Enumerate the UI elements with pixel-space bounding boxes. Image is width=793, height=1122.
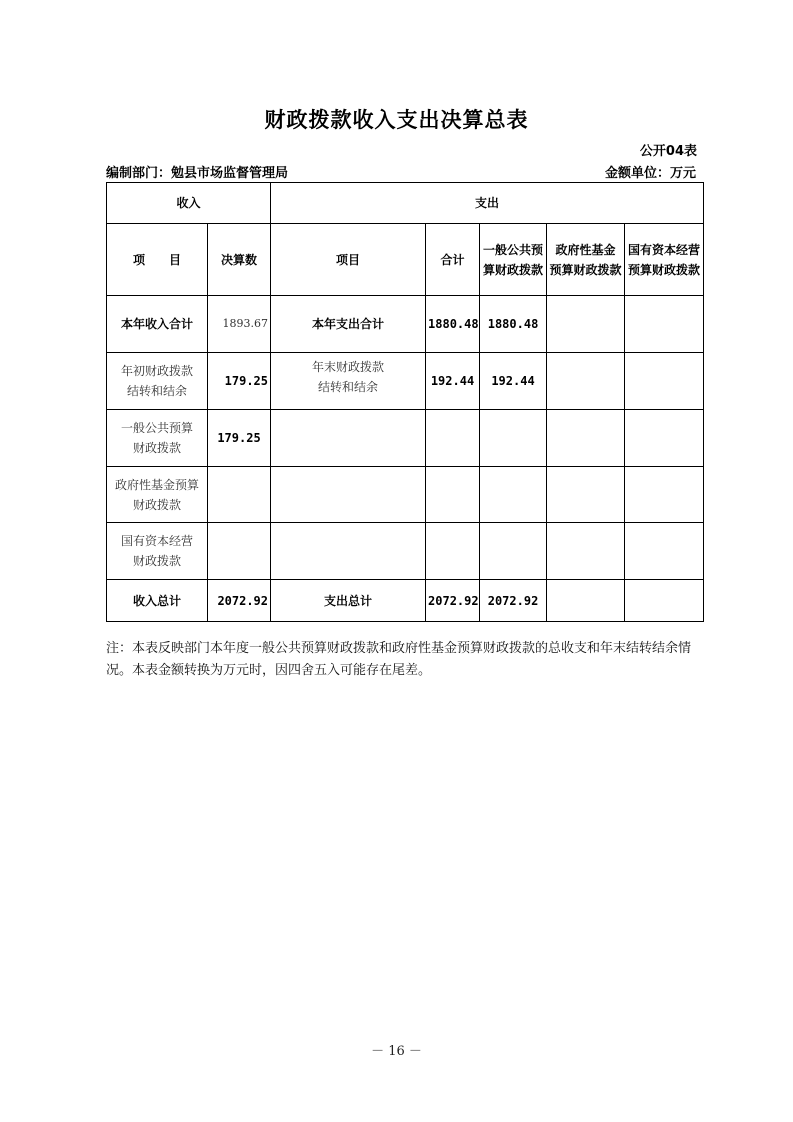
gov-fund-cell xyxy=(547,467,625,523)
state-capital-header-line2: 预算财政拨款 xyxy=(628,262,701,277)
state-capital-header xyxy=(625,224,704,296)
table-row xyxy=(107,580,704,622)
total-cell: 192.44 xyxy=(426,353,480,410)
page-number: － 16 － xyxy=(371,1044,422,1059)
gov-fund-cell xyxy=(547,296,625,353)
income-item-cell xyxy=(107,467,208,523)
state-capital-cell xyxy=(625,410,704,467)
expense-item-line: 支出总计 xyxy=(324,593,373,608)
table-row xyxy=(107,353,704,410)
state-capital-cell xyxy=(625,523,704,580)
general-budget-cell xyxy=(480,523,547,580)
income-item-cell xyxy=(107,523,208,580)
state-capital-cell xyxy=(625,296,704,353)
income-item-line: 收入总计 xyxy=(132,593,181,608)
general-budget-cell: 1880.48 xyxy=(480,296,547,353)
expense-group-header: 支出 xyxy=(271,183,704,224)
income-item-cell xyxy=(107,353,208,410)
general-budget-cell xyxy=(480,467,547,523)
income-amount-cell: 179.25 xyxy=(208,353,271,410)
gov-fund-header-line2: 预算财政拨款 xyxy=(549,262,622,277)
form-number: 公开04表 xyxy=(639,144,697,159)
expense-item-cell xyxy=(271,296,426,353)
expense-item-line: 结转和结余 xyxy=(318,380,379,394)
income-amount-cell: 179.25 xyxy=(208,410,271,467)
income-amount-header: 决算数 xyxy=(208,224,271,296)
gov-fund-header-line1: 政府性基金 xyxy=(555,242,616,257)
expense-item-line: 年末财政拨款 xyxy=(312,360,385,374)
state-capital-cell xyxy=(625,353,704,410)
income-item-line: 财政拨款 xyxy=(132,441,181,455)
income-item-line: 财政拨款 xyxy=(132,497,181,512)
total-cell xyxy=(426,410,480,467)
general-budget-cell: 192.44 xyxy=(480,353,547,410)
gov-fund-cell xyxy=(547,353,625,410)
income-amount-cell: 2072.92 xyxy=(208,580,271,622)
income-amount-cell xyxy=(208,467,271,523)
state-capital-cell xyxy=(625,580,704,622)
unit-label: 金额单位：万元 xyxy=(604,166,696,181)
state-capital-header-line1: 国有资本经营 xyxy=(628,242,701,257)
income-item-header: 项 目 xyxy=(107,224,208,296)
expense-item-cell xyxy=(271,353,426,410)
income-item-line: 结转和结余 xyxy=(126,384,187,398)
income-item-line: 财政拨款 xyxy=(132,554,181,568)
income-amount-cell xyxy=(208,523,271,580)
total-header: 合计 xyxy=(426,224,480,296)
gov-fund-cell xyxy=(547,410,625,467)
gov-fund-cell xyxy=(547,523,625,580)
income-item-cell xyxy=(107,580,208,622)
income-amount-cell: 1893.67 xyxy=(208,296,271,353)
department-label: 编制部门：勉县市场监督管理局 xyxy=(106,166,289,181)
general-budget-header xyxy=(480,224,547,296)
column-header-row xyxy=(107,224,704,296)
income-item-cell xyxy=(107,410,208,467)
expense-item-cell xyxy=(271,467,426,523)
income-group-header: 收入 xyxy=(107,183,271,224)
gov-fund-cell xyxy=(547,580,625,622)
total-cell xyxy=(426,523,480,580)
general-budget-header-line2: 算财政拨款 xyxy=(483,262,544,277)
table-row xyxy=(107,410,704,467)
general-budget-header-line1: 一般公共预 xyxy=(483,242,544,257)
general-budget-cell: 2072.92 xyxy=(480,580,547,622)
total-cell xyxy=(426,467,480,523)
state-capital-cell xyxy=(625,467,704,523)
income-item-line: 一般公共预算 xyxy=(120,421,193,435)
table-row xyxy=(107,467,704,523)
table-row xyxy=(107,296,704,353)
gov-fund-header xyxy=(547,224,625,296)
expense-item-line: 本年支出合计 xyxy=(312,317,385,331)
general-budget-cell xyxy=(480,410,547,467)
financial-summary-table xyxy=(106,182,704,622)
total-cell: 2072.92 xyxy=(426,580,480,622)
income-item-line: 年初财政拨款 xyxy=(120,364,193,378)
footnote: 注：本表反映部门本年度一般公共预算财政拨款和政府性基金预算财政拨款的总收支和年末结转结余情况。本表金额转换为万元时，因四舍五入可能存在尾差。 xyxy=(106,641,692,678)
expense-item-cell xyxy=(271,523,426,580)
table-row xyxy=(107,523,704,580)
expense-item-cell xyxy=(271,580,426,622)
meta-row xyxy=(106,162,696,180)
income-item-line: 政府性基金预算 xyxy=(114,477,199,492)
income-item-line: 本年收入合计 xyxy=(120,317,193,331)
income-item-line: 国有资本经营 xyxy=(120,534,193,548)
expense-item-cell xyxy=(271,410,426,467)
page-title: 财政拨款收入支出决算总表 xyxy=(264,108,529,132)
group-header-row xyxy=(107,183,704,224)
total-cell: 1880.48 xyxy=(426,296,480,353)
expense-item-header: 项目 xyxy=(271,224,426,296)
income-item-cell xyxy=(107,296,208,353)
